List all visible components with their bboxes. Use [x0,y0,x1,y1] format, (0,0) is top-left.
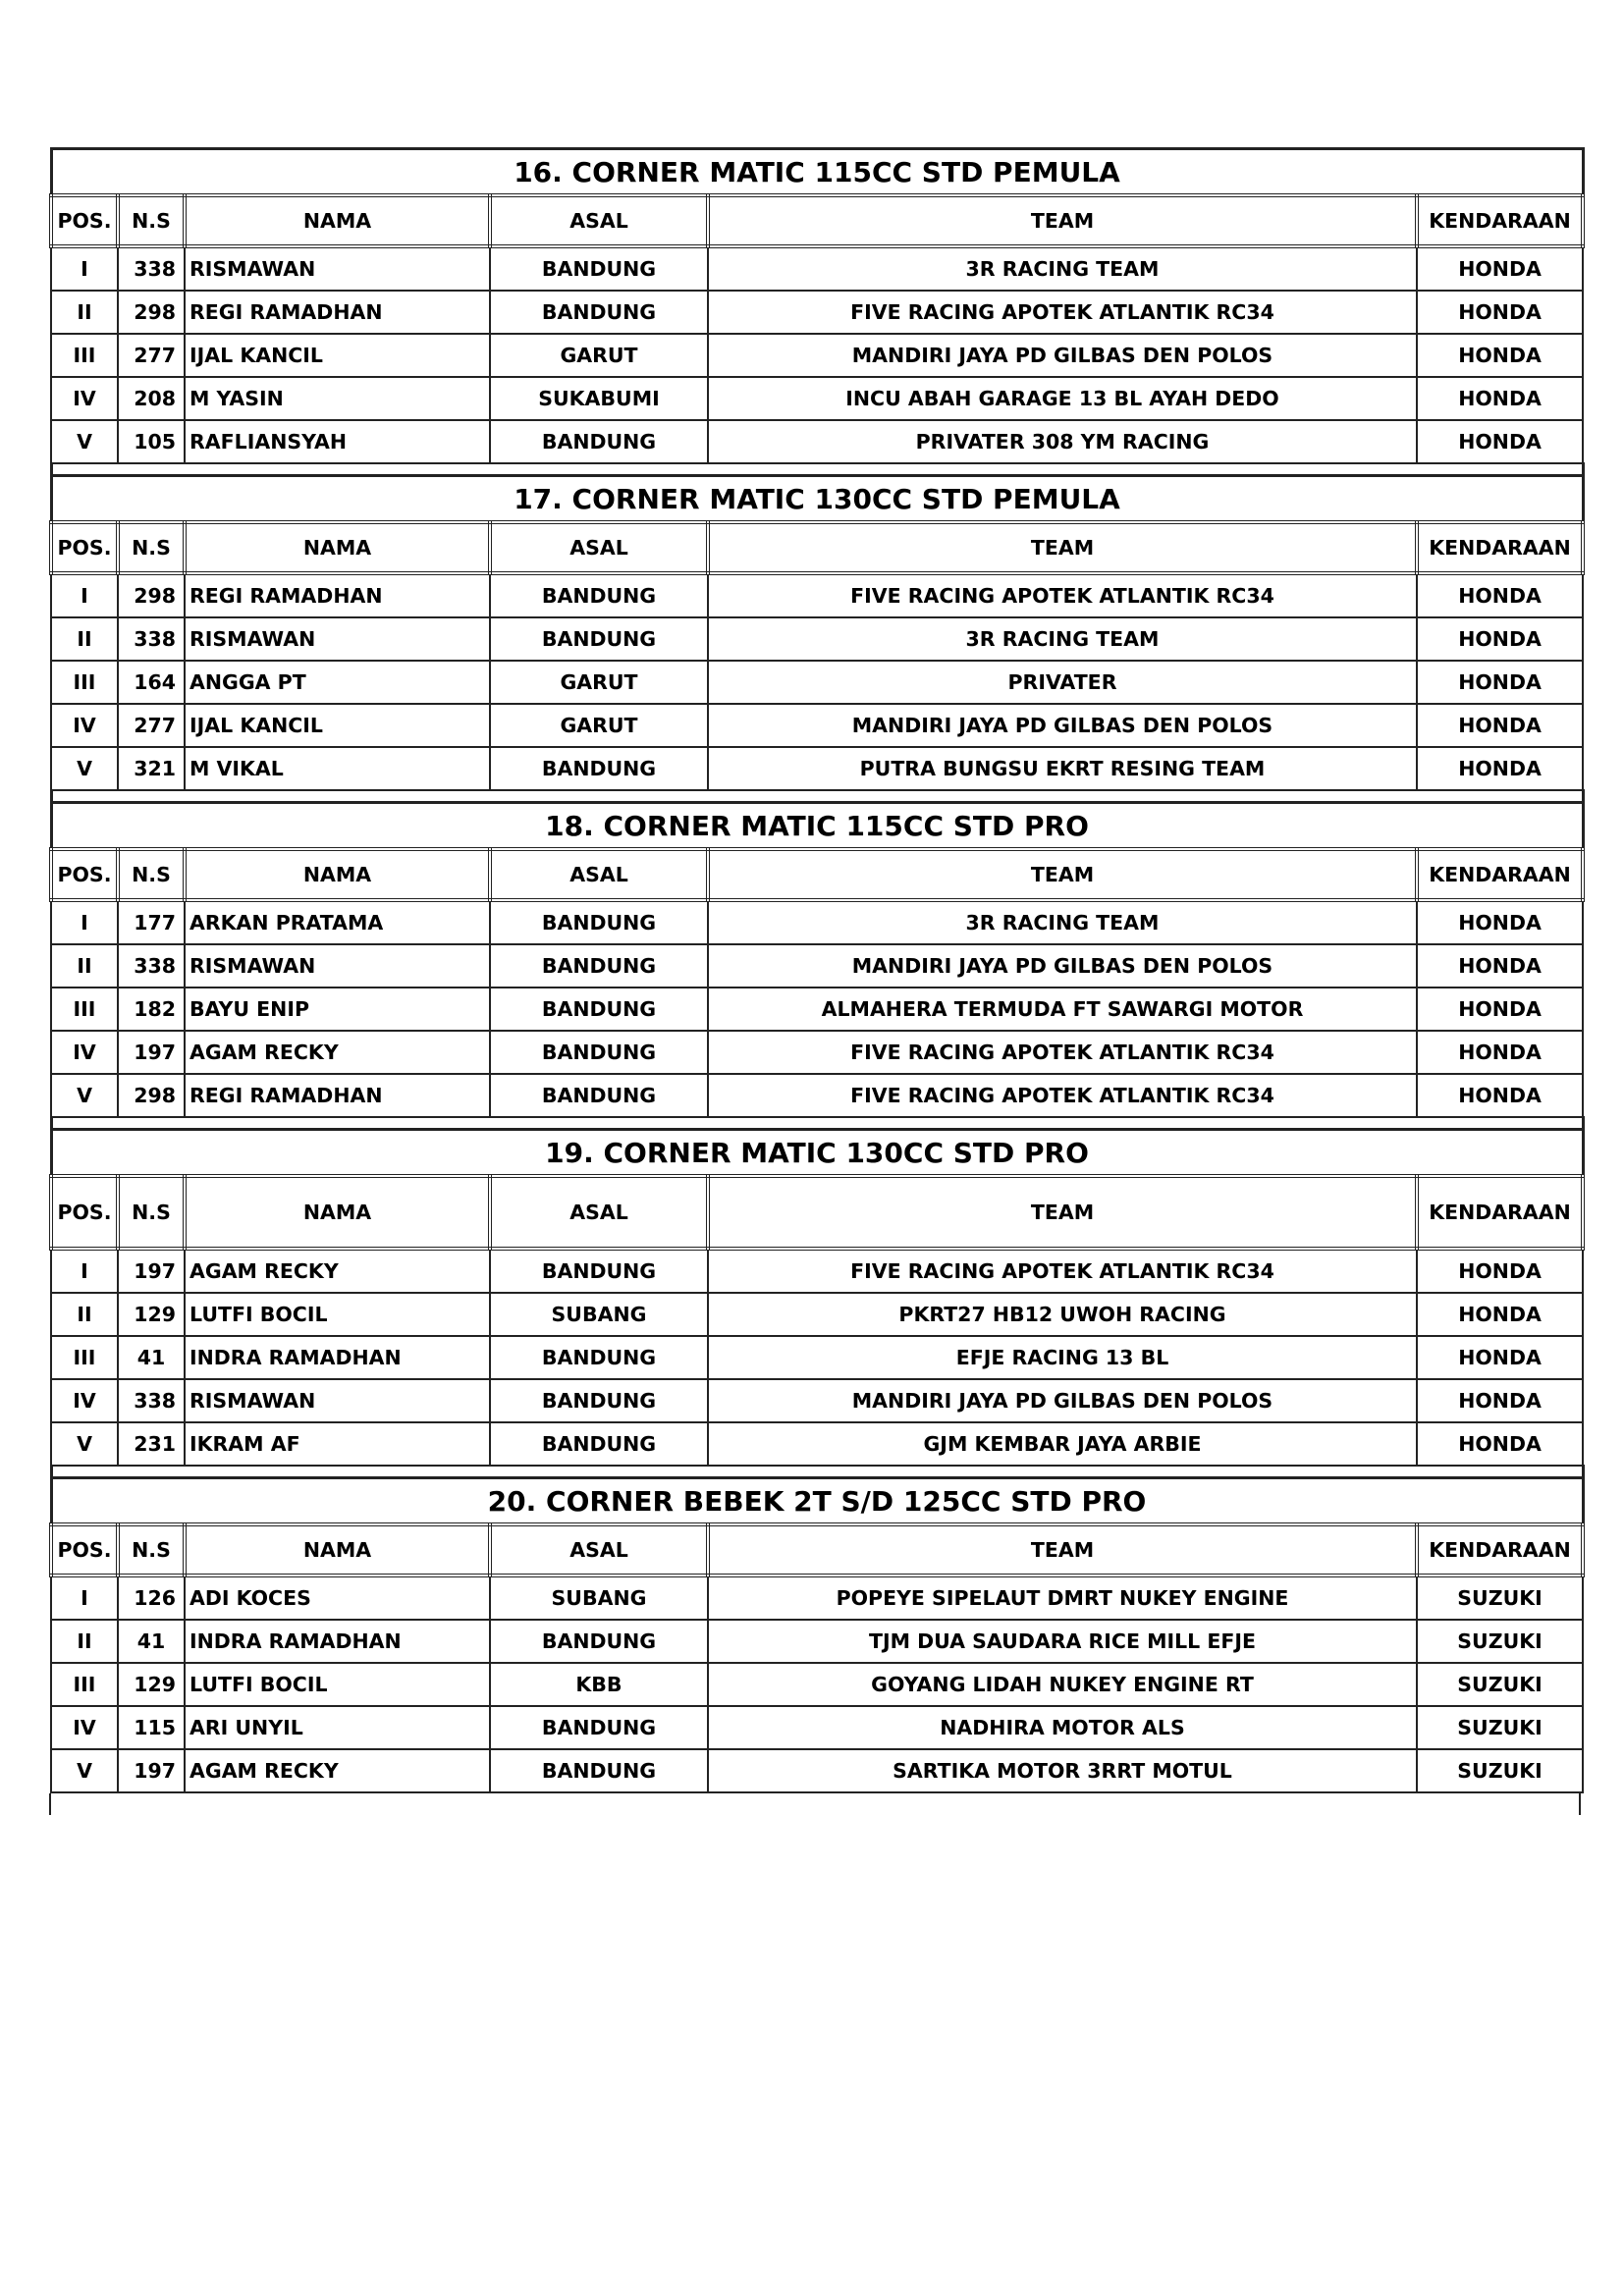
cell-team: MANDIRI JAYA PD GILBAS DEN POLOS [708,1379,1417,1422]
cell-nama: LUTFI BOCIL [185,1663,490,1706]
section-spacer [51,1466,1583,1478]
section-spacer [51,1117,1583,1130]
header-nama: NAMA [185,522,490,573]
cell-team: MANDIRI JAYA PD GILBAS DEN POLOS [708,944,1417,988]
table-row [51,1706,1583,1749]
results-body [51,149,1583,1793]
header-pos: POS. [51,195,118,246]
header-nama: NAMA [185,1524,490,1575]
cell-team: 3R RACING TEAM [708,617,1417,661]
cell-ns: 277 [118,704,185,747]
header-pos: POS. [51,522,118,573]
cell-asal: BANDUNG [490,747,708,790]
cell-kendaraan: SUZUKI [1417,1663,1583,1706]
cell-team: FIVE RACING APOTEK ATLANTIK RC34 [708,573,1417,617]
header-team: TEAM [708,195,1417,246]
cell-asal: BANDUNG [490,1379,708,1422]
cell-ns: 321 [118,747,185,790]
table-row [51,944,1583,988]
cell-kendaraan: HONDA [1417,747,1583,790]
cell-nama: REGI RAMADHAN [185,573,490,617]
section-title-row [51,803,1583,850]
cell-pos: V [51,1422,118,1466]
header-ns: N.S [118,849,185,900]
cell-ns: 197 [118,1749,185,1792]
cell-nama: RISMAWAN [185,617,490,661]
cell-pos: II [51,944,118,988]
cell-ns: 298 [118,291,185,334]
cell-asal: BANDUNG [490,1249,708,1293]
cell-team: FIVE RACING APOTEK ATLANTIK RC34 [708,1031,1417,1074]
cell-team: POPEYE SIPELAUT DMRT NUKEY ENGINE [708,1575,1417,1620]
header-ns: N.S [118,195,185,246]
table-row [51,1620,1583,1663]
cell-pos: IV [51,1031,118,1074]
cell-ns: 126 [118,1575,185,1620]
cell-pos: V [51,1074,118,1117]
cell-kendaraan: SUZUKI [1417,1575,1583,1620]
cell-nama: INDRA RAMADHAN [185,1336,490,1379]
cell-kendaraan: SUZUKI [1417,1706,1583,1749]
cell-nama: ARI UNYIL [185,1706,490,1749]
cell-ns: 338 [118,944,185,988]
header-row [51,849,1583,900]
cell-asal: BANDUNG [490,1706,708,1749]
table-row [51,1293,1583,1336]
section-spacer-cell [51,463,1583,476]
cell-ns: 182 [118,988,185,1031]
cell-asal: SUBANG [490,1575,708,1620]
header-asal: ASAL [490,1176,708,1249]
header-team: TEAM [708,1524,1417,1575]
header-row [51,522,1583,573]
header-team: TEAM [708,1176,1417,1249]
cell-kendaraan: HONDA [1417,573,1583,617]
results-table [49,147,1585,1793]
cell-nama: AGAM RECKY [185,1031,490,1074]
cell-nama: AGAM RECKY [185,1749,490,1792]
header-kendaraan: KENDARAAN [1417,1176,1583,1249]
cell-ns: 208 [118,377,185,420]
cell-pos: II [51,1293,118,1336]
cell-asal: BANDUNG [490,1749,708,1792]
table-row [51,661,1583,704]
cell-nama: AGAM RECKY [185,1249,490,1293]
section-title: 19. CORNER MATIC 130CC STD PRO [51,1130,1583,1177]
cell-ns: 231 [118,1422,185,1466]
cell-nama: ADI KOCES [185,1575,490,1620]
cell-team: INCU ABAH GARAGE 13 BL AYAH DEDO [708,377,1417,420]
table-row [51,246,1583,291]
header-asal: ASAL [490,849,708,900]
cell-kendaraan: HONDA [1417,334,1583,377]
cell-nama: ANGGA PT [185,661,490,704]
cell-nama: LUTFI BOCIL [185,1293,490,1336]
header-ns: N.S [118,1524,185,1575]
cell-nama: ARKAN PRATAMA [185,900,490,944]
table-tail [49,1793,1581,1815]
header-asal: ASAL [490,522,708,573]
section-spacer-cell [51,1466,1583,1478]
cell-pos: II [51,1620,118,1663]
cell-ns: 129 [118,1663,185,1706]
table-row [51,1575,1583,1620]
table-row [51,420,1583,463]
cell-asal: GARUT [490,661,708,704]
cell-kendaraan: SUZUKI [1417,1749,1583,1792]
cell-team: PUTRA BUNGSU EKRT RESING TEAM [708,747,1417,790]
cell-ns: 115 [118,1706,185,1749]
section-title-row [51,1130,1583,1177]
table-row [51,1663,1583,1706]
table-row [51,291,1583,334]
table-row [51,1422,1583,1466]
cell-kendaraan: HONDA [1417,1249,1583,1293]
cell-asal: BANDUNG [490,573,708,617]
section-title: 17. CORNER MATIC 130CC STD PEMULA [51,476,1583,523]
cell-kendaraan: HONDA [1417,661,1583,704]
cell-ns: 164 [118,661,185,704]
cell-asal: BANDUNG [490,1336,708,1379]
cell-team: PKRT27 HB12 UWOH RACING [708,1293,1417,1336]
cell-asal: BANDUNG [490,1074,708,1117]
cell-pos: IV [51,1706,118,1749]
table-row [51,377,1583,420]
table-row [51,988,1583,1031]
table-row [51,1031,1583,1074]
cell-asal: BANDUNG [490,1620,708,1663]
header-kendaraan: KENDARAAN [1417,849,1583,900]
cell-ns: 338 [118,1379,185,1422]
cell-team: GJM KEMBAR JAYA ARBIE [708,1422,1417,1466]
cell-nama: RISMAWAN [185,1379,490,1422]
cell-asal: GARUT [490,704,708,747]
cell-ns: 197 [118,1031,185,1074]
header-asal: ASAL [490,195,708,246]
cell-nama: M YASIN [185,377,490,420]
cell-ns: 298 [118,573,185,617]
section-spacer-cell [51,1117,1583,1130]
cell-nama: INDRA RAMADHAN [185,1620,490,1663]
cell-nama: REGI RAMADHAN [185,291,490,334]
header-nama: NAMA [185,195,490,246]
cell-kendaraan: HONDA [1417,1336,1583,1379]
cell-nama: IKRAM AF [185,1422,490,1466]
cell-asal: BANDUNG [490,617,708,661]
cell-pos: II [51,291,118,334]
cell-pos: I [51,1575,118,1620]
header-row [51,1524,1583,1575]
cell-team: FIVE RACING APOTEK ATLANTIK RC34 [708,1074,1417,1117]
header-team: TEAM [708,849,1417,900]
cell-kendaraan: HONDA [1417,704,1583,747]
results-sheet [49,147,1581,1793]
cell-kendaraan: HONDA [1417,1379,1583,1422]
cell-kendaraan: HONDA [1417,988,1583,1031]
cell-asal: BANDUNG [490,246,708,291]
cell-ns: 298 [118,1074,185,1117]
table-row [51,573,1583,617]
cell-pos: V [51,747,118,790]
cell-team: 3R RACING TEAM [708,900,1417,944]
table-row [51,1749,1583,1792]
cell-team: 3R RACING TEAM [708,246,1417,291]
header-pos: POS. [51,849,118,900]
table-row [51,1074,1583,1117]
cell-nama: RISMAWAN [185,246,490,291]
header-nama: NAMA [185,1176,490,1249]
header-asal: ASAL [490,1524,708,1575]
table-row [51,747,1583,790]
cell-kendaraan: HONDA [1417,1293,1583,1336]
cell-kendaraan: HONDA [1417,1422,1583,1466]
header-nama: NAMA [185,849,490,900]
section-spacer [51,463,1583,476]
cell-pos: V [51,420,118,463]
cell-pos: I [51,900,118,944]
cell-team: MANDIRI JAYA PD GILBAS DEN POLOS [708,334,1417,377]
cell-pos: IV [51,704,118,747]
cell-pos: IV [51,377,118,420]
section-title-row [51,149,1583,196]
cell-asal: BANDUNG [490,291,708,334]
cell-asal: BANDUNG [490,900,708,944]
cell-team: FIVE RACING APOTEK ATLANTIK RC34 [708,1249,1417,1293]
cell-ns: 338 [118,617,185,661]
cell-nama: RAFLIANSYAH [185,420,490,463]
cell-asal: KBB [490,1663,708,1706]
section-spacer [51,790,1583,803]
table-row [51,617,1583,661]
cell-pos: IV [51,1379,118,1422]
cell-ns: 197 [118,1249,185,1293]
cell-nama: IJAL KANCIL [185,334,490,377]
section-title: 18. CORNER MATIC 115CC STD PRO [51,803,1583,850]
header-ns: N.S [118,1176,185,1249]
cell-kendaraan: HONDA [1417,944,1583,988]
cell-kendaraan: HONDA [1417,617,1583,661]
section-spacer-cell [51,790,1583,803]
cell-ns: 277 [118,334,185,377]
cell-asal: BANDUNG [490,944,708,988]
cell-nama: RISMAWAN [185,944,490,988]
table-row [51,1249,1583,1293]
section-title-row [51,1478,1583,1525]
cell-pos: I [51,573,118,617]
cell-team: MANDIRI JAYA PD GILBAS DEN POLOS [708,704,1417,747]
cell-asal: SUBANG [490,1293,708,1336]
cell-ns: 129 [118,1293,185,1336]
header-ns: N.S [118,522,185,573]
cell-team: NADHIRA MOTOR ALS [708,1706,1417,1749]
cell-ns: 177 [118,900,185,944]
cell-team: GOYANG LIDAH NUKEY ENGINE RT [708,1663,1417,1706]
cell-team: FIVE RACING APOTEK ATLANTIK RC34 [708,291,1417,334]
cell-pos: V [51,1749,118,1792]
cell-asal: SUKABUMI [490,377,708,420]
cell-ns: 338 [118,246,185,291]
table-row [51,704,1583,747]
header-team: TEAM [708,522,1417,573]
cell-kendaraan: HONDA [1417,246,1583,291]
cell-asal: GARUT [490,334,708,377]
cell-pos: III [51,1336,118,1379]
cell-asal: BANDUNG [490,1422,708,1466]
cell-asal: BANDUNG [490,988,708,1031]
section-title-row [51,476,1583,523]
header-pos: POS. [51,1176,118,1249]
cell-kendaraan: HONDA [1417,377,1583,420]
cell-pos: III [51,988,118,1031]
cell-kendaraan: HONDA [1417,291,1583,334]
cell-team: PRIVATER 308 YM RACING [708,420,1417,463]
table-row [51,334,1583,377]
cell-pos: III [51,661,118,704]
cell-team: TJM DUA SAUDARA RICE MILL EFJE [708,1620,1417,1663]
section-title: 20. CORNER BEBEK 2T S/D 125CC STD PRO [51,1478,1583,1525]
cell-kendaraan: SUZUKI [1417,1620,1583,1663]
header-pos: POS. [51,1524,118,1575]
cell-pos: II [51,617,118,661]
cell-nama: M VIKAL [185,747,490,790]
cell-kendaraan: HONDA [1417,900,1583,944]
cell-pos: I [51,246,118,291]
cell-team: EFJE RACING 13 BL [708,1336,1417,1379]
cell-kendaraan: HONDA [1417,1074,1583,1117]
cell-nama: BAYU ENIP [185,988,490,1031]
header-kendaraan: KENDARAAN [1417,195,1583,246]
cell-pos: III [51,1663,118,1706]
cell-kendaraan: HONDA [1417,1031,1583,1074]
cell-team: SARTIKA MOTOR 3RRT MOTUL [708,1749,1417,1792]
cell-team: ALMAHERA TERMUDA FT SAWARGI MOTOR [708,988,1417,1031]
cell-nama: IJAL KANCIL [185,704,490,747]
cell-ns: 41 [118,1620,185,1663]
header-kendaraan: KENDARAAN [1417,1524,1583,1575]
table-row [51,900,1583,944]
header-row [51,195,1583,246]
cell-pos: III [51,334,118,377]
cell-asal: BANDUNG [490,420,708,463]
cell-kendaraan: HONDA [1417,420,1583,463]
cell-ns: 41 [118,1336,185,1379]
cell-asal: BANDUNG [490,1031,708,1074]
cell-nama: REGI RAMADHAN [185,1074,490,1117]
header-kendaraan: KENDARAAN [1417,522,1583,573]
table-row [51,1336,1583,1379]
cell-ns: 105 [118,420,185,463]
section-title: 16. CORNER MATIC 115CC STD PEMULA [51,149,1583,196]
table-row [51,1379,1583,1422]
cell-pos: I [51,1249,118,1293]
cell-team: PRIVATER [708,661,1417,704]
header-row [51,1176,1583,1249]
